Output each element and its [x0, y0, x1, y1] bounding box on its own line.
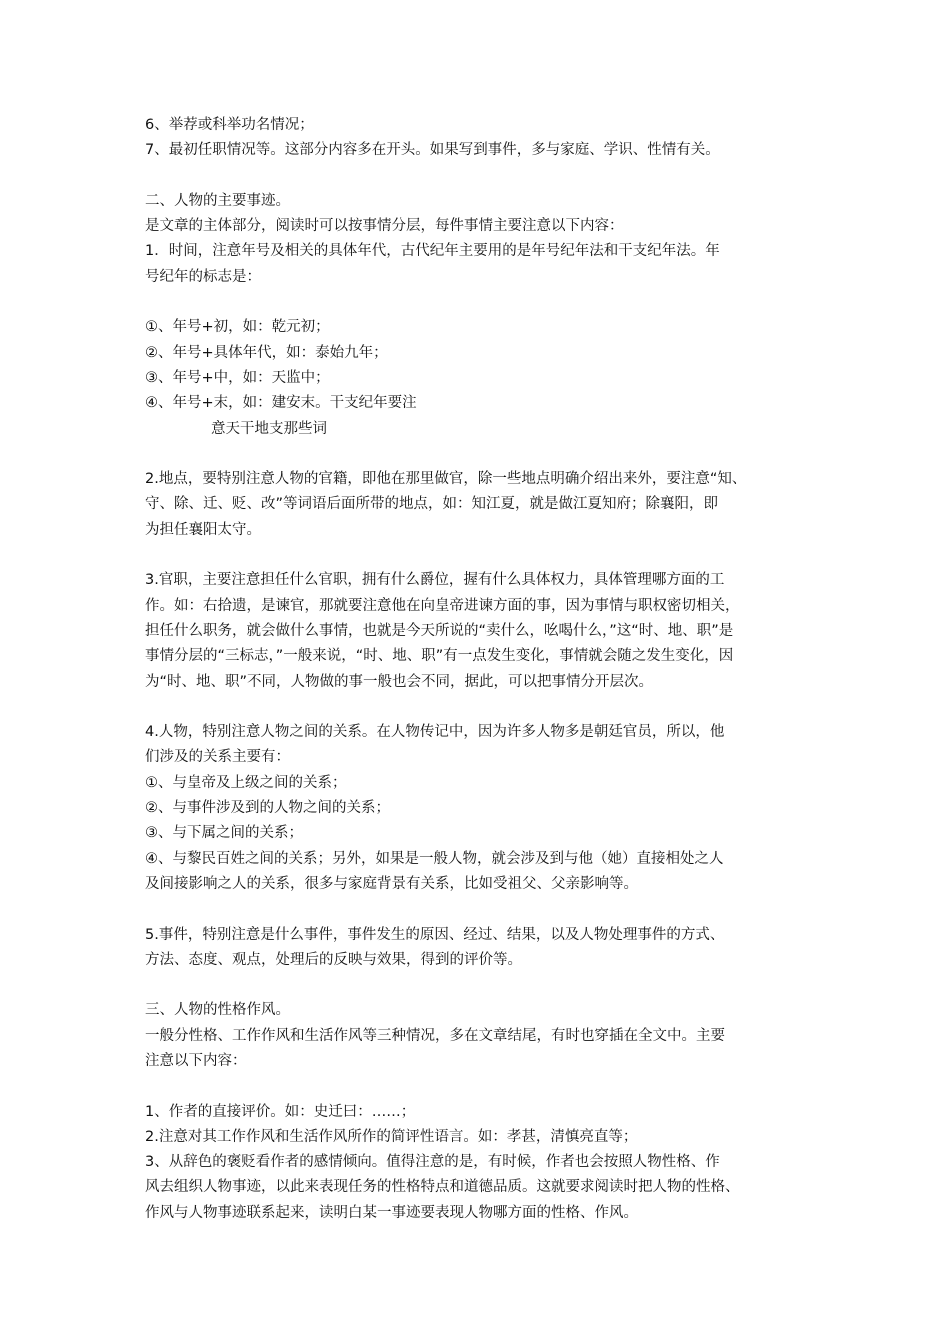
text-line: 为“时、地、职”不同，人物做的事一般也会不同，据此，可以把事情分开层次。 — [145, 673, 654, 690]
text-line: 注意以下内容： — [145, 1052, 247, 1069]
section-heading: 二、人物的主要事迹。 — [145, 192, 290, 209]
blank-line — [145, 290, 825, 315]
text-line: 事情分层的“三标志，”一般来说，“时、地、职”有一点发生变化，事情就会随之发生变化，因 — [145, 648, 734, 665]
blank-line — [145, 164, 825, 189]
document-body — [145, 113, 825, 1226]
list-item: ②、年号+具体年代，如：泰始九年； — [145, 344, 388, 361]
text-line: 风去组织人物事迹，以此来表现任务的性格特点和道德品质。这就要求阅读时把人物的性格、 — [145, 1179, 740, 1196]
list-item: 2.注意对其工作作风和生活作风所作的简评性语言。如：孝甚，清慎亮直等； — [145, 1128, 638, 1145]
section-heading: 三、人物的性格作风。 — [145, 1002, 290, 1019]
text-line: 方法、态度、观点，处理后的反映与效果，得到的评价等。 — [145, 951, 522, 968]
blank-line — [145, 543, 825, 568]
text-line: 们涉及的关系主要有： — [145, 749, 290, 766]
text-line: 3.官职，主要注意担任什么官职，拥有什么爵位，握有什么具体权力，具体管理哪方面的工 — [145, 572, 725, 589]
list-item: 3、从辞色的褒贬看作者的感情倾向。值得注意的是，有时候，作者也会按照人物性格、作 — [145, 1154, 720, 1171]
text-line: 为担任襄阳太守。 — [145, 521, 261, 538]
text-line: 5.事件，特别注意是什么事件，事件发生的原因、经过、结果，以及人物处理事件的方式、 — [145, 926, 725, 943]
text-line: 一般分性格、工作作风和生活作风等三种情况，多在文章结尾，有时也穿插在全文中。主要 — [145, 1027, 725, 1044]
list-item: ②、与事件涉及到的人物之间的关系； — [145, 800, 390, 817]
list-item: ①、与皇帝及上级之间的关系； — [145, 774, 347, 791]
text-line: 作风与人物事迹联系起来，读明白某一事迹要表现人物哪方面的性格、作风。 — [145, 1204, 638, 1221]
text-line: 意天干地支那些词 — [211, 420, 327, 437]
blank-line — [145, 1074, 825, 1099]
text-line: 担任什么职务，就会做什么事情，也就是今天所说的“卖什么，吆喝什么，”这“时、地、职”是 — [145, 622, 734, 639]
text-line: 7、最初任职情况等。这部分内容多在开头。如果写到事件，多与家庭、学识、性情有关。 — [145, 142, 720, 159]
blank-line — [145, 897, 825, 922]
text-line: 4.人物，特别注意人物之间的关系。在人物传记中，因为许多人物多是朝廷官员，所以，他 — [145, 724, 725, 741]
list-item: ④、年号+末，如：建安末。干支纪年要注 — [145, 395, 417, 412]
list-item: ③、与下属之间的关系； — [145, 825, 303, 842]
blank-line — [145, 442, 825, 467]
text-line: 及间接影响之人的关系，很多与家庭背景有关系，比如受祖父、父亲影响等。 — [145, 875, 638, 892]
list-item: ①、年号+初，如：乾元初； — [145, 319, 330, 336]
list-item: ④、与黎民百姓之间的关系；另外，如果是一般人物，就会涉及到与他（她）直接相处之人 — [145, 850, 724, 867]
list-item: ③、年号+中，如：天监中； — [145, 369, 330, 386]
text-line: 1．时间，注意年号及相关的具体年代，古代纪年主要用的是年号纪年法和干支纪年法。年 — [145, 243, 720, 260]
text-line: 作。如：右拾遗，是谏官，那就要注意他在向皇帝进谏方面的事，因为事情与职权密切相关， — [145, 597, 740, 614]
text-line: 号纪年的标志是： — [145, 268, 261, 285]
text-line: 守、除、迁、贬、改”等词语后面所带的地点，如：知江夏，就是做江夏知府；除襄阳，即 — [145, 496, 719, 513]
blank-line — [145, 695, 825, 720]
text-line: 是文章的主体部分，阅读时可以按事情分层，每件事情主要注意以下内容： — [145, 218, 624, 235]
text-line: 2.地点，要特别注意人物的官籍，即他在那里做官，除一些地点明确介绍出来外，要注意“知、 — [145, 471, 747, 488]
text-line: 6、举荐或科举功名情况； — [145, 117, 314, 133]
list-item: 1、作者的直接评价。如：史迁曰：……； — [145, 1103, 416, 1120]
blank-line — [145, 973, 825, 998]
